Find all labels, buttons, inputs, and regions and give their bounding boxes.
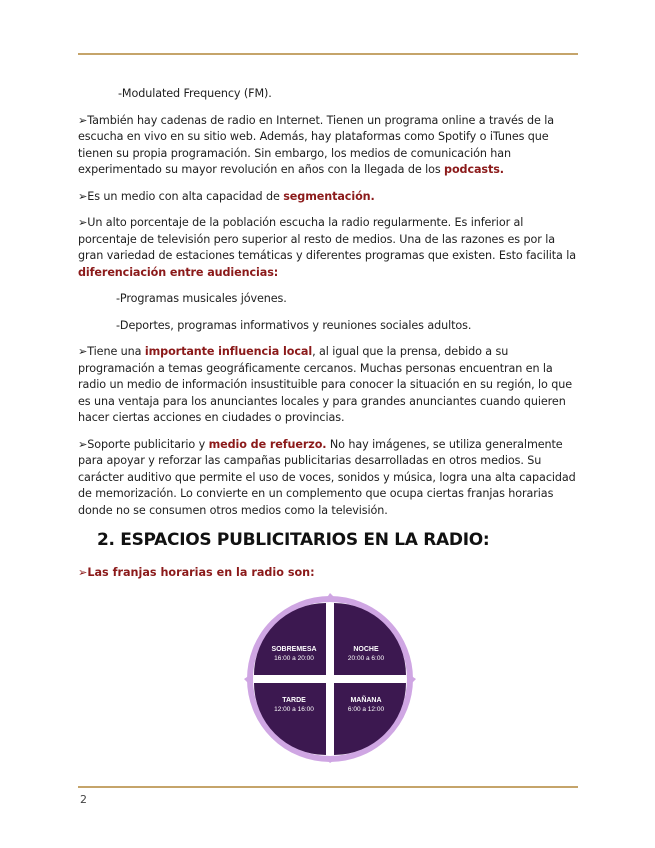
quadrant-sobremesa [254,603,326,675]
label-sobremesa: SOBREMESA [271,646,317,653]
quadrant-manana [334,683,406,755]
time-noche: 20:00 a 6:00 [347,655,385,662]
arrow-right-icon [410,675,416,685]
page-number: 2 [80,793,87,806]
list-item-music: -Programas musicales jóvenes. [116,292,287,305]
section-heading: 2. ESPACIOS PUBLICITARIOS EN LA RADIO: [97,530,490,550]
highlight-local: importante influencia local [144,345,313,358]
highlight-podcasts: podcasts. [444,163,504,176]
subheading: ➢Las franjas horarias en la radio son: [78,566,315,579]
arrow-top-icon [326,593,336,599]
paragraph-fm: -Modulated Frequency (FM). [118,87,272,100]
paragraph-internet: ➢También hay cadenas de radio en Internet. Tienen un programa online a través de la escucha en vivo en su sitio web. Además, hay plataformas como Spotify o iTunes que tienen su propia programación. Sin embargo, los medios de comunicación han experimentado su mayor revolución en años con la llegada de los podcasts. [78,113,554,176]
label-manana: MAÑANA [350,697,382,704]
quadrant-tarde [254,683,326,755]
paragraph-reinforcement: ➢Soporte publicitario y medio de refuerzo. No hay imágenes, se utiliza generalmente para apoyar y reforzar las campañas publicitarias desarrolladas en otros medios. Su carácter auditivo que permite el uso de voces, sonidos y música, logra una alta capacidad de memorización. Lo convierte en un complemento que ocupa ciertas franjas horarias donde no se consumen otros medios como la televisión. [78,437,576,517]
paragraph-segmentation: ➢Es un medio con alta capacidad de segmentación. [78,189,375,203]
paragraph-local: ➢Tiene una importante influencia local, al igual que la prensa, debido a su programación a temas geográficamente cercanos. Muchas personas encuentran en la radio un medio de información insustituible para conocer la situación en su región, lo que es una ventaja para los anunciantes locales y para grandes anunciantes cuando quieren hacer ciertas acciones en ciudades o provincias. [78,345,573,424]
ring-arc [250,599,410,759]
header-rule [78,53,578,55]
highlight-segmentation: segmentación. [283,189,375,203]
label-tarde: TARDE [282,697,306,704]
time-manana: 6:00 a 12:00 [347,706,385,713]
arrow-left-icon [244,675,250,685]
highlight-reinforcement: medio de refuerzo. [208,437,327,451]
footer-rule [78,786,578,788]
time-slots-wheel [232,593,428,763]
time-tarde: 12:00 a 16:00 [274,706,314,713]
body-text [78,86,578,529]
highlight-audiences: diferenciación entre audiencias: [78,265,279,279]
list-item-sports: -Deportes, programas informativos y reuniones sociales adultos. [116,318,472,332]
paragraph-audience: ➢Un alto porcentaje de la población escucha la radio regularmente. Es inferior al porcentaje de televisión pero superior al resto de medios. Una de las razones es por la gran variedad de estaciones temáticas y diferentes programas que existen. Esto facilita la diferenciación entre audiencias: [78,216,576,279]
label-noche: NOCHE [353,646,379,653]
time-sobremesa: 16:00 a 20:00 [274,655,314,662]
quadrant-noche [334,603,406,675]
